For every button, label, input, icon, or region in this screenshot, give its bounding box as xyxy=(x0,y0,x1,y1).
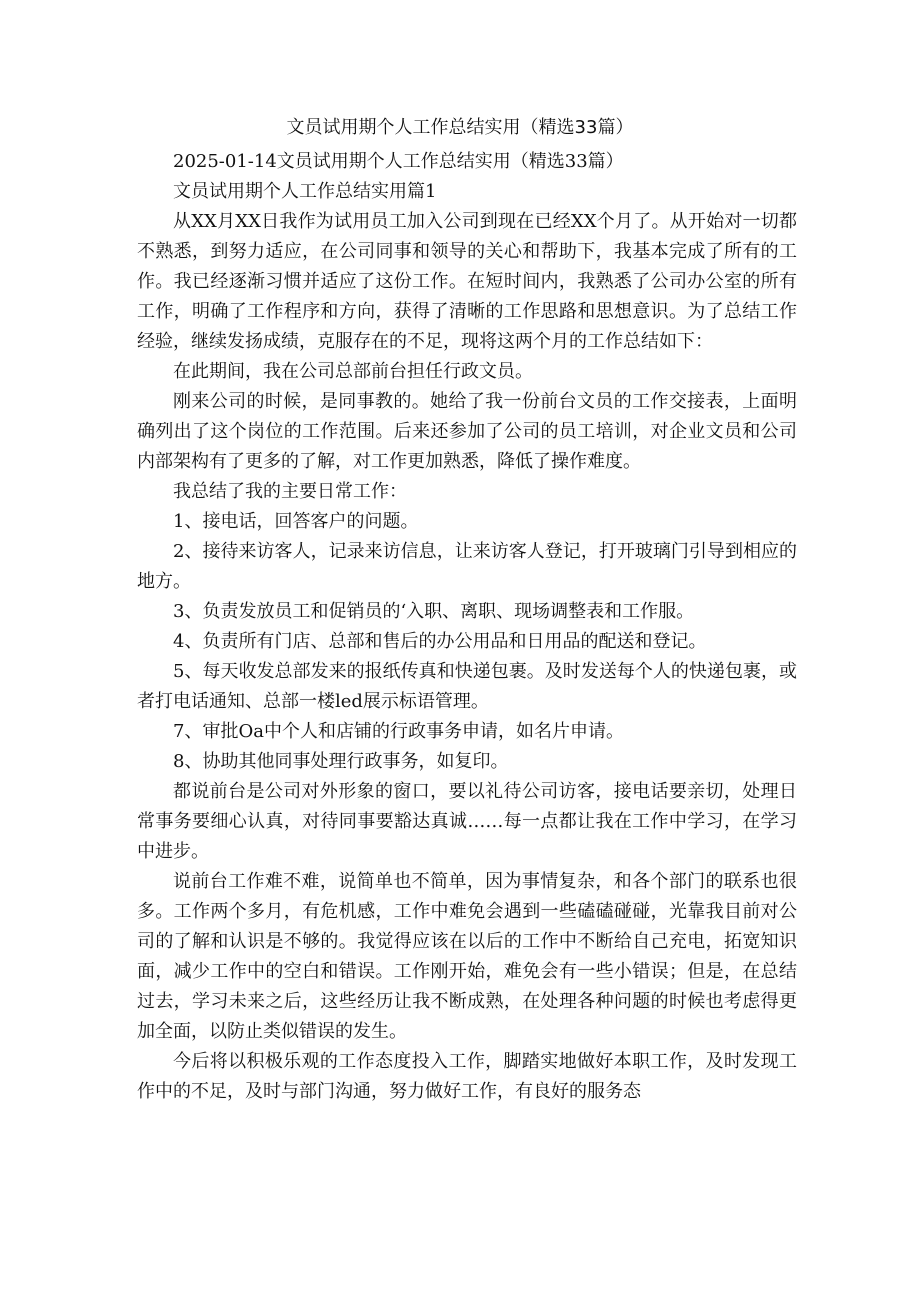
paragraph-reflection: 说前台工作难不难，说简单也不简单，因为事情复杂，和各个部门的联系也很多。工作两个多月，有危机感，工作中难免会遇到一些磕磕碰碰，光靠我目前对公司的了解和认识是不够的。我觉得应该在以后的工作中不断给自己充电，拓宽知识面，减少工作中的空白和错误。工作刚开始，难免会有一些小错误；但是，在总结过去，学习未来之后，这些经历让我不断成熟，在处理各种问题的时候也考虑得更加全面，以防止类似错误的发生。 xyxy=(137,871,797,1042)
duty-item-2: 2、接待来访客人，记录来访信息，让来访客人登记，打开玻璃门引导到相应的地方。 xyxy=(137,541,797,592)
paragraph-duties-intro: 我总结了我的主要日常工作： xyxy=(173,481,407,502)
duty-item-8: 8、协助其他同事处理行政事务，如复印。 xyxy=(173,751,509,772)
paragraph-role: 在此期间，我在公司总部前台担任行政文员。 xyxy=(173,361,533,382)
duty-item-1: 1、接电话，回答客户的问题。 xyxy=(173,511,419,532)
paragraph-front-desk-image: 都说前台是公司对外形象的窗口，要以礼待公司访客，接电话要亲切，处理日常事务要细心认真，对待同事要豁达真诚……每一点都让我在工作中学习，在学习中进步。 xyxy=(137,781,797,862)
document-date-line: 2025-01-14文员试用期个人工作总结实用（精选33篇） xyxy=(173,151,624,172)
duty-item-4: 4、负责所有门店、总部和售后的办公用品和日用品的配送和登记。 xyxy=(173,631,707,652)
section-heading: 文员试用期个人工作总结实用篇1 xyxy=(173,181,437,202)
duty-item-5: 5、每天收发总部发来的报纸传真和快递包裹。及时发送每个人的快递包裹，或者打电话通知、总部一楼led展示标语管理。 xyxy=(137,661,797,712)
paragraph-future: 今后将以积极乐观的工作态度投入工作，脚踏实地做好本职工作，及时发现工作中的不足，及时与部门沟通，努力做好工作，有良好的服务态 xyxy=(137,1051,797,1102)
paragraph-intro: 从XX月XX日我作为试用员工加入公司到现在已经XX个月了。从开始对一切都不熟悉，到努力适应，在公司同事和领导的关心和帮助下，我基本完成了所有的工作。我已经逐渐习惯并适应了这份工作。在短时间内，我熟悉了公司办公室的所有工作，明确了工作程序和方向，获得了清晰的工作思路和思想意识。为了总结工作经验，继续发扬成绩，克服存在的不足，现将这两个月的工作总结如下： xyxy=(137,211,797,352)
document-body xyxy=(137,147,797,1107)
document-title: 文员试用期个人工作总结实用（精选33篇） xyxy=(286,117,634,138)
duty-item-7: 7、审批Oa中个人和店铺的行政事务申请，如名片申请。 xyxy=(173,721,624,742)
paragraph-training: 刚来公司的时候，是同事教的。她给了我一份前台文员的工作交接表，上面明确列出了这个岗位的工作范围。后来还参加了公司的员工培训，对企业文员和公司内部架构有了更多的了解，对工作更加熟悉，降低了操作难度。 xyxy=(137,391,797,472)
duty-item-3: 3、负责发放员工和促销员的‘入职、离职、现场调整表和工作服。 xyxy=(173,601,695,622)
